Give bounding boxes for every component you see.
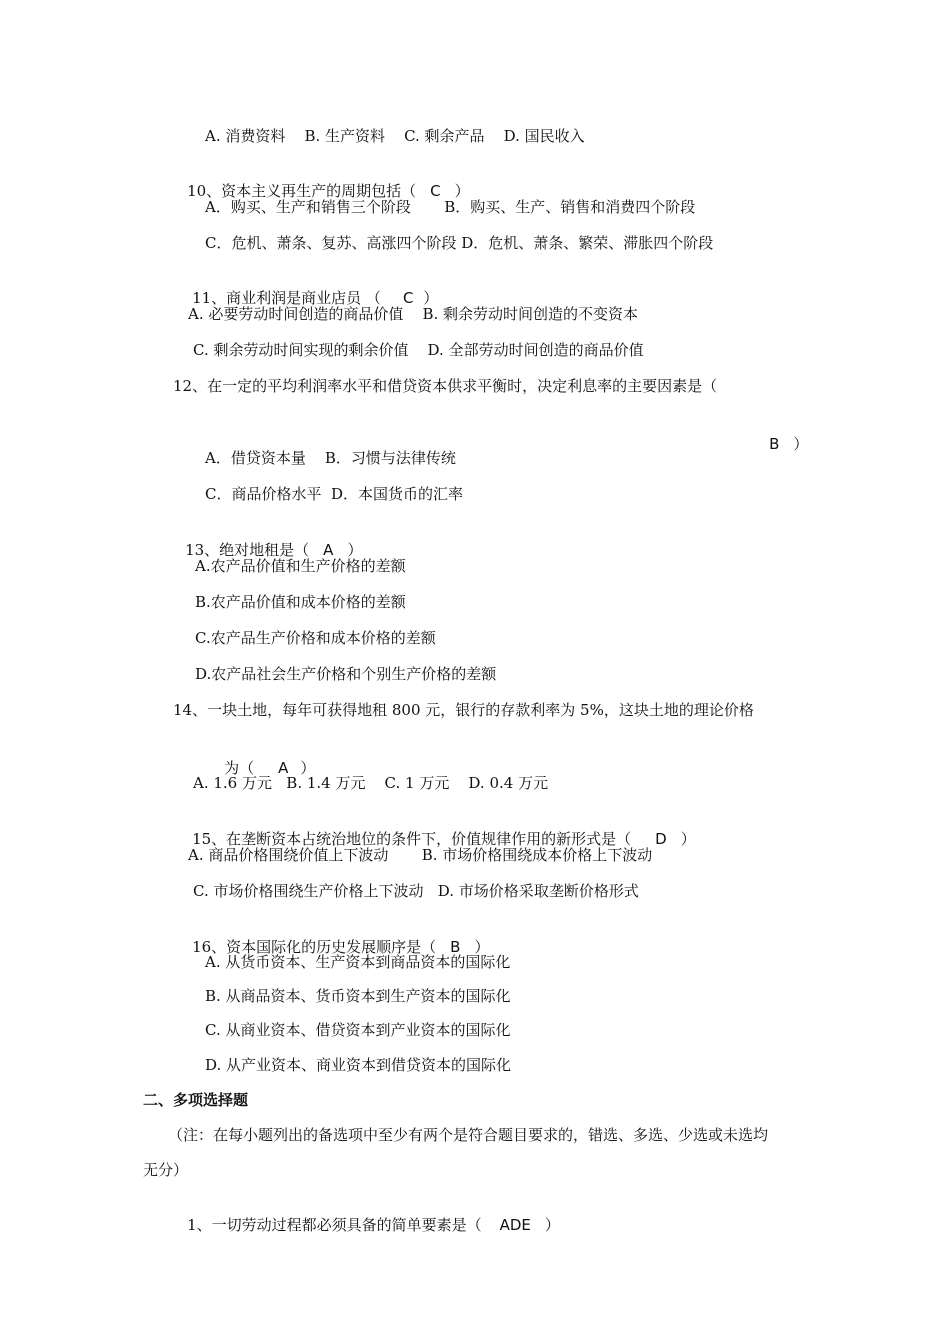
q12-close: ） — [793, 435, 809, 453]
q10-stem: 10、资本主义再生产的周期包括（ — [187, 182, 417, 200]
q15-close: ） — [680, 830, 696, 848]
q15-stem: 15、在垄断资本占统治地位的条件下，价值规律作用的新形式是（ — [192, 830, 632, 848]
q15-answer: D — [655, 830, 667, 848]
m1-question — [168, 1195, 560, 1255]
q12-answer: B — [769, 435, 780, 453]
q13-option-d: D.农产品社会生产价格和个别生产价格的差额 — [195, 665, 497, 683]
q13-option-c: C.农产品生产价格和成本价格的差额 — [195, 629, 436, 647]
q11-answer: C — [402, 289, 414, 307]
q14-stem2: 为（ — [224, 759, 255, 777]
q12-option-ab: A．借贷资本量 B．习惯与法律传统 — [205, 449, 456, 467]
q13-option-b: B.农产品价值和成本价格的差额 — [195, 593, 406, 611]
q16-stem: 16、资本国际化的历史发展顺序是（ — [192, 938, 437, 956]
q16-option-c: C. 从商业资本、借贷资本到产业资本的国际化 — [205, 1021, 511, 1039]
q16-answer: B — [450, 938, 461, 956]
q9-options: A. 消费资料 B. 生产资料 C. 剩余产品 D. 国民收入 — [205, 127, 585, 145]
q10-option-cd: C．危机、萧条、复苏、高涨四个阶段 D．危机、萧条、繁荣、滞胀四个阶段 — [205, 234, 714, 252]
q16-option-d: D. 从产业资本、商业资本到借贷资本的国际化 — [205, 1056, 512, 1074]
q13-option-a: A.农产品价值和生产价格的差额 — [195, 557, 406, 575]
q11-option-ab: A. 必要劳动时间创造的商品价值 B. 剩余劳动时间创造的不变资本 — [188, 305, 639, 323]
section-heading: 二、多项选择题 — [143, 1091, 249, 1109]
m1-answer: ADE — [499, 1216, 531, 1234]
q15-option-cd: C. 市场价格围绕生产价格上下波动 D. 市场价格采取垄断价格形式 — [193, 882, 639, 900]
q12-answer-line — [750, 414, 808, 474]
section-note-cont: 无分） — [143, 1161, 189, 1179]
q10-answer: C — [430, 182, 441, 200]
q10-close: ） — [454, 182, 470, 200]
q13-answer: A — [323, 541, 334, 559]
q11-stem: 11、商业利润是商业店员 （ — [192, 289, 381, 307]
q16-option-b: B. 从商品资本、货币资本到生产资本的国际化 — [205, 987, 511, 1005]
q11-close: ） — [423, 289, 439, 307]
q16-close: ） — [474, 938, 490, 956]
q14-close: ） — [300, 759, 316, 777]
q15-option-ab: A. 商品价格围绕价值上下波动 B. 市场价格围绕成本价格上下波动 — [188, 846, 653, 864]
q10-option-ab: A．购买、生产和销售三个阶段 B．购买、生产、销售和消费四个阶段 — [205, 198, 696, 216]
q16-option-a: A. 从货币资本、生产资本到商品资本的国际化 — [205, 953, 511, 971]
q14-answer: A — [278, 759, 289, 777]
q13-close: ） — [347, 541, 363, 559]
q11-option-cd: C. 剩余劳动时间实现的剩余价值 D. 全部劳动时间创造的商品价值 — [193, 341, 644, 359]
m1-stem: 1、一切劳动过程都必须具备的简单要素是（ — [187, 1216, 482, 1234]
q12-question: 12、在一定的平均利润率水平和借贷资本供求平衡时，决定利息率的主要因素是（ — [173, 377, 718, 395]
section-note: （注：在每小题列出的备选项中至少有两个是符合题目要求的，错选、多选、少选或未选均 — [168, 1126, 769, 1144]
q13-stem: 13、绝对地租是（ — [185, 541, 310, 559]
q14-options: A. 1.6 万元 B. 1.4 万元 C. 1 万元 D. 0.4 万元 — [193, 774, 549, 792]
m1-close: ） — [544, 1216, 560, 1234]
q14-question: 14、一块土地，每年可获得地租 800 元，银行的存款利率为 5%，这块土地的理论价格 — [173, 701, 754, 719]
q12-option-cd: C．商品价格水平 D．本国货币的汇率 — [205, 485, 464, 503]
